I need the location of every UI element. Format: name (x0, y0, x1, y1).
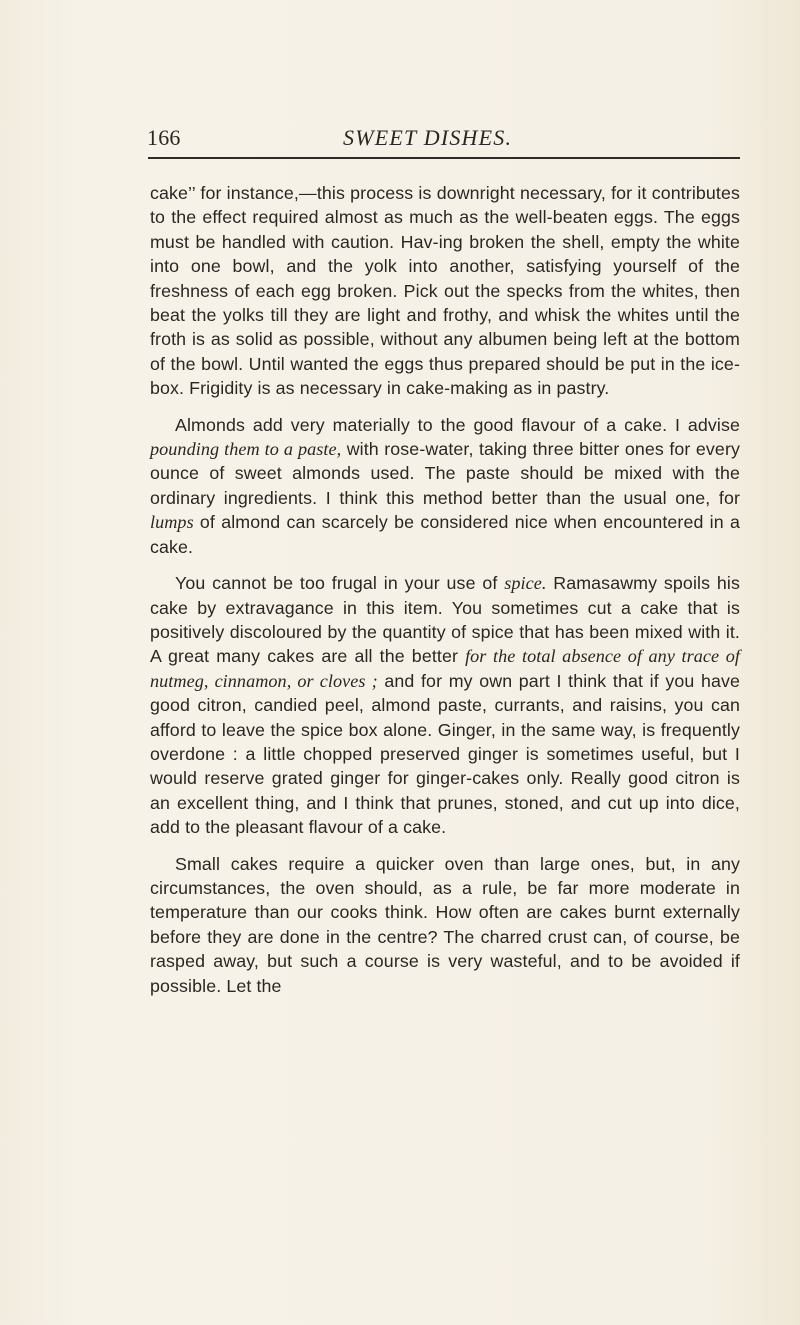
paragraph-2 (150, 413, 740, 559)
body-text (150, 181, 740, 1010)
paragraph-4 (150, 852, 740, 998)
paragraph-1 (150, 181, 740, 401)
paragraph-3-italic-1: spice. (504, 573, 547, 594)
paragraph-3-italic-2: for the total absence of any trace of nutmeg, cinnamon, or cloves ; (150, 646, 740, 691)
paragraph-3 (150, 571, 740, 839)
paragraph-3-text-2: Ramasawmy spoils his cake by extravagance in this item. You sometimes cut a cake that is positively discoloured by the quantity of spice that has been mixed with it. A great many cakes are all the better (150, 573, 740, 667)
paragraph-3-text-3: and for my own part I think that if you have good citron, candied peel, almond paste, currants, and raisins, you can afford to leave the spice box alone. Ginger, in the same way, is frequently overdone : a little chopped preserved ginger is sometimes useful, but I would reserve grated ginger for ginger-cakes only. Really good citron is an excellent thing, and I think that prunes, stoned, and cut up into dice, add to the pleasant flavour of a cake. (150, 670, 741, 838)
page-header (147, 126, 740, 166)
paragraph-4-text: Small cakes require a quicker oven than large ones, but, in any circumstances, the oven should, as a rule, be far more moderate in temperature than our cooks think. How often are cakes burnt externally before they are done in the centre? The charred crust can, of course, be rasped away, but such a course is very wasteful, and to be avoided if possible. Let the (150, 853, 740, 996)
header-rule (148, 157, 740, 159)
paragraph-3-text-1: You cannot be too frugal in your use of (175, 573, 505, 594)
running-head: SWEET DISHES. (343, 125, 513, 150)
paragraph-1-text: cake’’ for instance,—this process is downright necessary, for it contributes to the effect required almost as much as the well-beaten eggs. The eggs must be handled with caution. Hav-ing broken the shell, empty the white into one bowl, and the yolk into another, satisfying yourself of the freshness of each egg broken. Pick out the specks from the whites, then beat the yolks till they are light and frothy, and whisk the whites until the froth is as solid as possible, without any albumen being left at the bottom of the bowl. Until wanted the eggs thus prepared should be put in the ice-box. Frigidity is as necessary in cake-making as in pastry. (150, 183, 740, 399)
paragraph-2-text-2: with rose-water, taking three bitter ones for every ounce of sweet almonds used. The paste should be mixed with the ordinary ingredients. I think this method better than the usual one, for (150, 439, 740, 508)
paragraph-2-italic-2: lumps (150, 512, 194, 533)
paragraph-2-text-1: Almonds add very materially to the good flavour of a cake. I advise (175, 414, 740, 435)
page-number: 166 (147, 125, 181, 150)
paragraph-2-text-3: of almond can scarcely be considered nice when encountered in a cake. (150, 512, 740, 557)
paragraph-2-italic-1: pounding them to a paste, (150, 439, 342, 460)
